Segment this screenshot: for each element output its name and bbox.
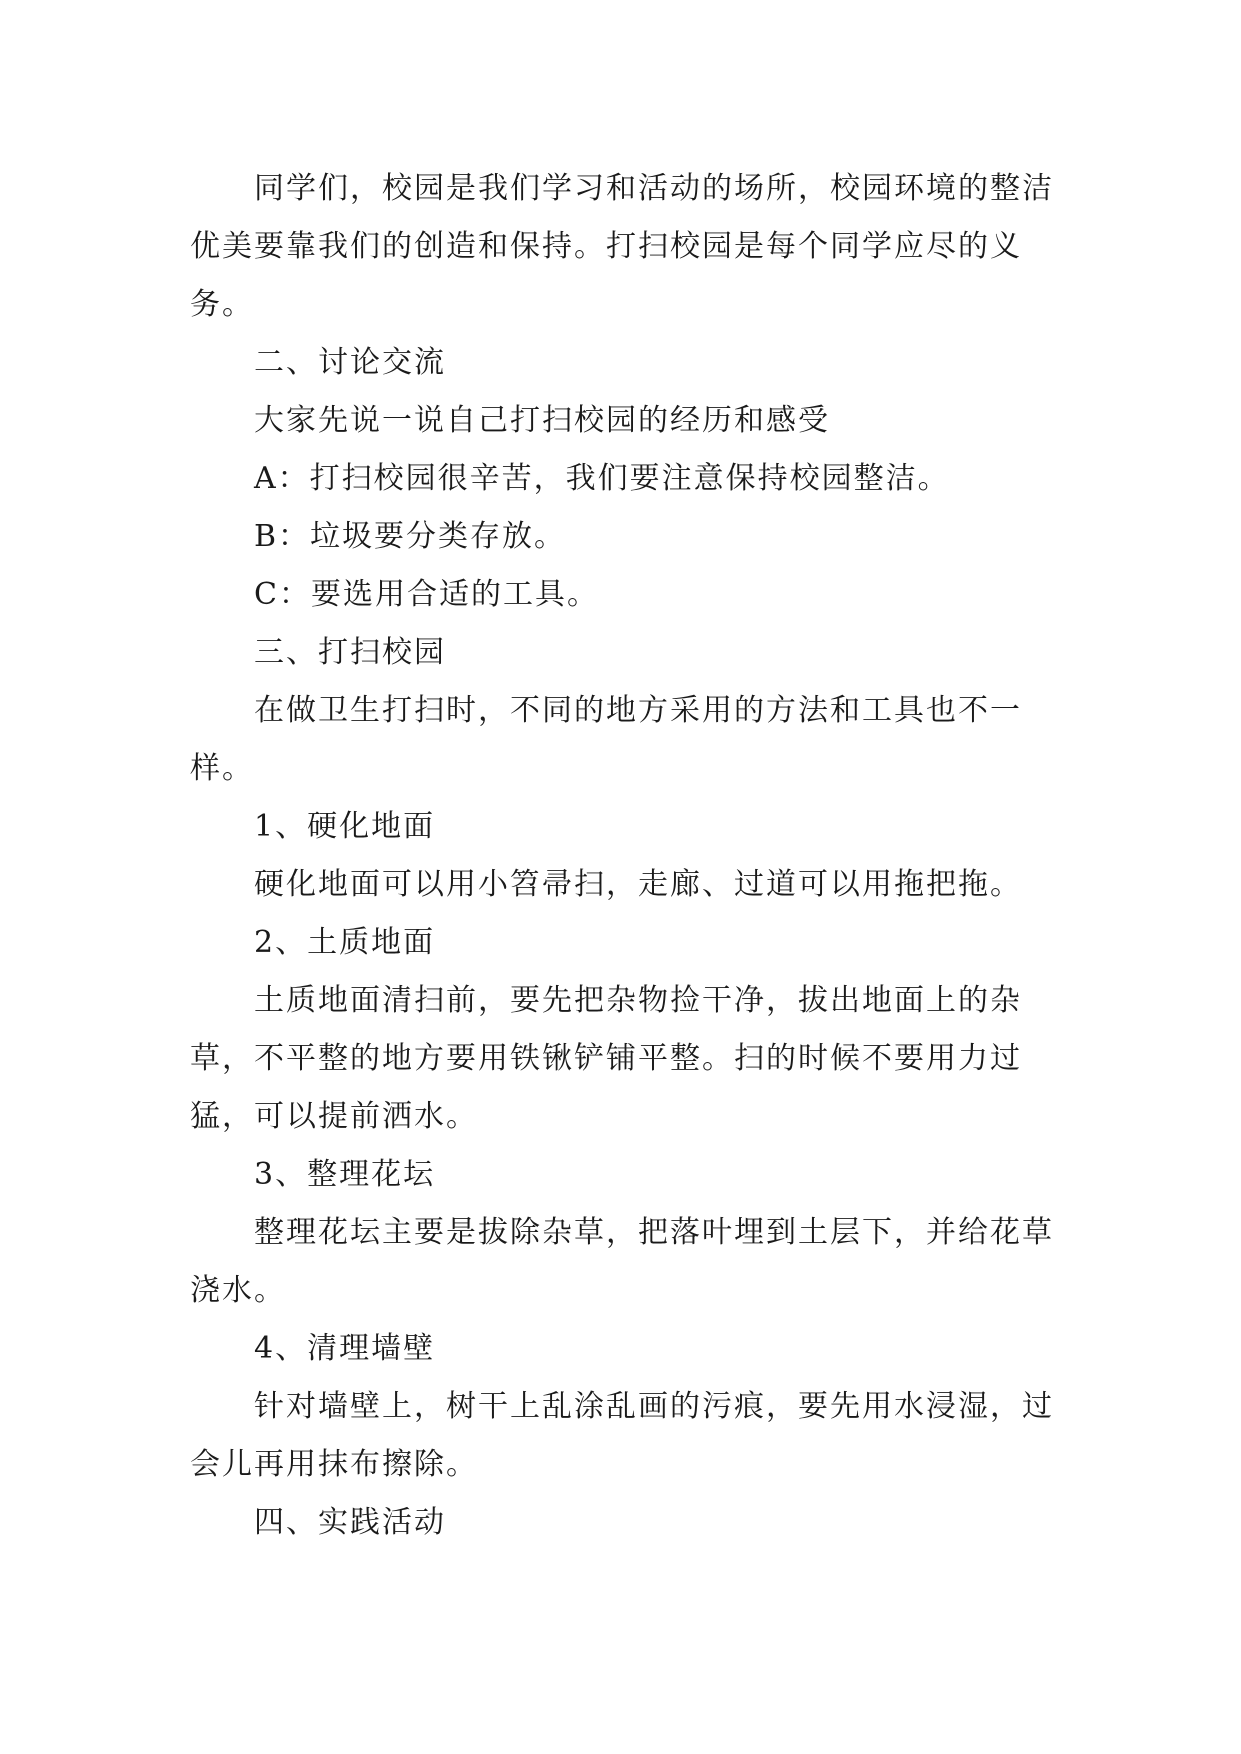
paragraph-walls: 针对墙壁上，树干上乱涂乱画的污痕，要先用水浸湿，过会儿再用抹布擦除。	[190, 1389, 1054, 1482]
paragraph-cleaning-intro: 在做卫生打扫时，不同的地方采用的方法和工具也不一样。	[190, 693, 1022, 786]
paragraph-discussion-prompt: 大家先说一说自己打扫校园的经历和感受	[254, 403, 830, 438]
paragraph-flower-bed: 整理花坛主要是拔除杂草，把落叶埋到土层下，并给花草浇水。	[190, 1215, 1054, 1308]
paragraph-intro: 同学们，校园是我们学习和活动的场所，校园环境的整洁优美要靠我们的创造和保持。打扫校园是每个同学应尽的义务。	[190, 171, 1054, 322]
heading-hard-ground: 1、硬化地面	[254, 809, 436, 844]
paragraph-soil-ground: 土质地面清扫前，要先把杂物捡干净，拔出地面上的杂草，不平整的地方要用铁锹铲铺平整。扫的时候不要用力过猛，可以提前洒水。	[190, 983, 1022, 1134]
paragraph-answer-a: A：打扫校园很辛苦，我们要注意保持校园整洁。	[254, 461, 950, 496]
paragraph-hard-ground: 硬化地面可以用小笤帚扫，走廊、过道可以用拖把拖。	[254, 867, 1022, 902]
document-body	[190, 160, 1070, 1552]
heading-practice: 四、实践活动	[254, 1505, 446, 1540]
paragraph-answer-c: C：要选用合适的工具。	[254, 577, 599, 612]
heading-cleaning: 三、打扫校园	[254, 635, 446, 670]
heading-soil-ground: 2、土质地面	[254, 925, 436, 960]
heading-discussion: 二、讨论交流	[254, 345, 446, 380]
paragraph-answer-b: B：垃圾要分类存放。	[254, 519, 567, 554]
heading-flower-bed: 3、整理花坛	[254, 1157, 436, 1192]
heading-walls: 4、清理墙壁	[254, 1331, 436, 1366]
